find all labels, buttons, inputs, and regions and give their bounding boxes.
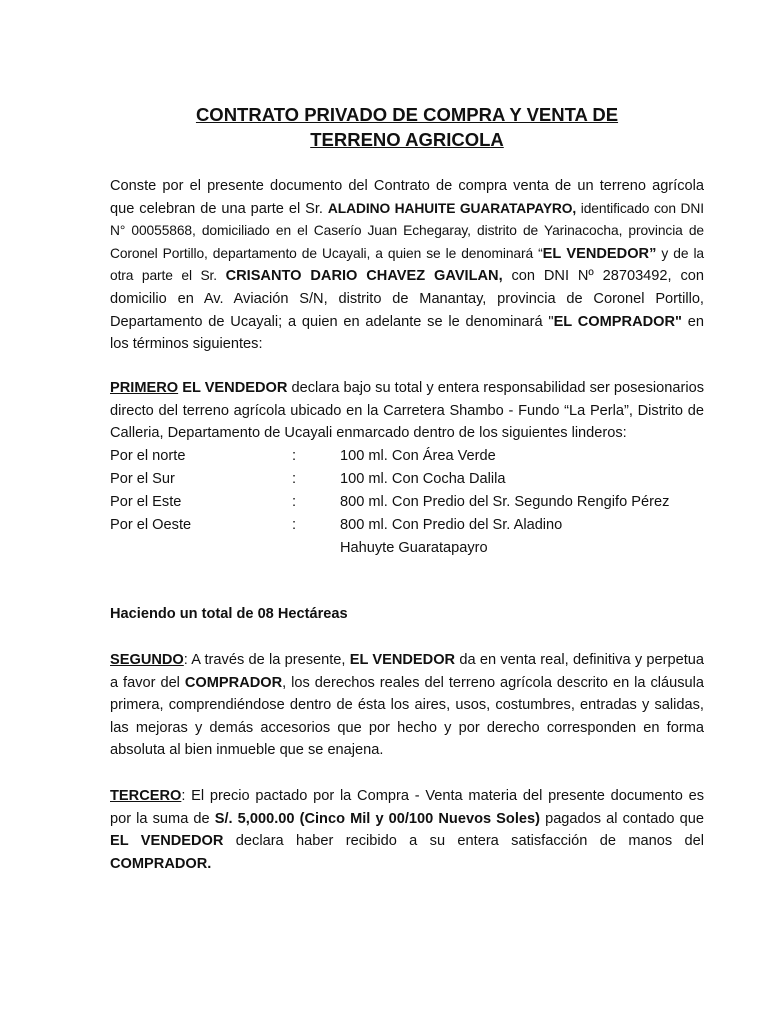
segundo-bold-1: EL VENDEDOR <box>349 652 456 668</box>
clause-tercero <box>110 785 704 875</box>
boundary-side: Por el norte <box>110 447 186 464</box>
segundo-bold-2: COMPRADOR <box>184 674 283 691</box>
boundary-row <box>110 514 704 537</box>
title-line-2: TERRENO AGRICOLA <box>310 129 504 150</box>
intro-text-3: y de la otra parte el Sr. <box>110 245 705 284</box>
intro-text-1: Conste por el presente documento del Contrato de compra venta de un terreno agrícola que celebran de una parte el Sr. <box>110 178 704 217</box>
boundary-sep: : <box>292 493 297 510</box>
intro-text-2: identificado con DNI N° 00055868, domiciliado en el Caserío Juan Echegaray, distrito de Yarinacocha, provincia de Coronel Portillo, departamento de Ucayali, a quien se le denominará “ <box>110 200 704 261</box>
segundo-text-1: : A través de la presente, <box>183 652 350 668</box>
price-amount: S/. 5,000.00 (Cinco Mil y 00/100 Nuevos Soles) <box>214 810 540 827</box>
boundary-side: Por el Sur <box>110 470 175 487</box>
intro-paragraph <box>110 175 704 356</box>
boundary-desc: Hahuyte Guaratapayro <box>340 539 488 556</box>
boundary-desc: 100 ml. Con Cocha Dalila <box>340 470 506 487</box>
contract-title <box>110 102 704 152</box>
seller-name: ALADINO HAHUITE GUARATAPAYRO, <box>327 200 577 216</box>
primero-text: declara bajo su total y entera responsabilidad ser posesionarios directo del terreno agrícola ubicado en la Carretera Shambo - Fundo “La Perla”, Distrito de Calleria, Departamento de Ucayali enmarcado dentro de los siguientes linderos: <box>110 380 704 442</box>
segundo-heading: SEGUNDO <box>110 652 184 668</box>
buyer-role: EL COMPRADOR" <box>553 313 682 330</box>
total-area <box>110 603 704 626</box>
boundary-desc: 100 ml. Con Área Verde <box>340 447 496 464</box>
intro-text-5: en los términos siguientes: <box>110 313 704 353</box>
seller-role: EL VENDEDOR” <box>542 245 657 262</box>
boundary-desc: 800 ml. Con Predio del Sr. Aladino <box>340 516 563 533</box>
boundary-row <box>110 445 704 468</box>
clause-segundo <box>110 649 704 762</box>
boundary-sep: : <box>292 516 297 533</box>
tercero-bold-3: COMPRADOR. <box>110 855 212 872</box>
segundo-text-3: , los derechos reales del terreno agrícola descrito en la cláusula primera, comprendiéndose dentro de ésta los aires, usos, costumbres, entradas y salidas, las mejoras y demás accesorios que por hecho y por derecho corresponden en forma absoluta al bien inmueble que se enajena. <box>110 674 704 759</box>
boundary-sep: : <box>292 447 297 464</box>
buyer-name: CRISANTO DARIO CHAVEZ GAVILAN, <box>225 268 503 285</box>
primero-heading: PRIMERO <box>110 380 179 396</box>
tercero-bold-2: EL VENDEDOR <box>110 833 224 850</box>
primero-subject: EL VENDEDOR <box>178 380 288 396</box>
boundary-row-continuation <box>110 537 704 560</box>
title-line-1: CONTRATO PRIVADO DE COMPRA Y VENTA DE <box>195 104 619 125</box>
tercero-text-1: : El precio pactado por la Compra - Venta materia del presente documento es por la suma de <box>110 788 704 827</box>
intro-text-4: con DNI Nº 28703492, con domicilio en Av. Aviación S/N, distrito de Manantay, provincia de Coronel Portillo, Departamento de Ucayali; a quien en adelante se le denominará " <box>110 268 704 330</box>
tercero-heading: TERCERO <box>110 788 182 804</box>
segundo-text-2: da en venta real, definitiva y perpetua a favor del <box>110 652 704 691</box>
boundary-desc: 800 ml. Con Predio del Sr. Segundo Rengifo Pérez <box>340 493 670 510</box>
boundary-row <box>110 491 704 514</box>
boundary-side: Por el Este <box>110 493 182 510</box>
tercero-text-2: pagados al contado que <box>539 810 704 827</box>
boundary-sep: : <box>292 470 297 487</box>
clause-primero <box>110 377 704 560</box>
boundary-side: Por el Oeste <box>110 516 192 533</box>
total-area-text: Haciendo un total de 08 Hectáreas <box>110 606 348 622</box>
boundary-row <box>110 468 704 491</box>
tercero-text-3: declara haber recibido a su entera satisfacción de manos del <box>223 833 704 850</box>
boundaries-list <box>110 445 704 560</box>
